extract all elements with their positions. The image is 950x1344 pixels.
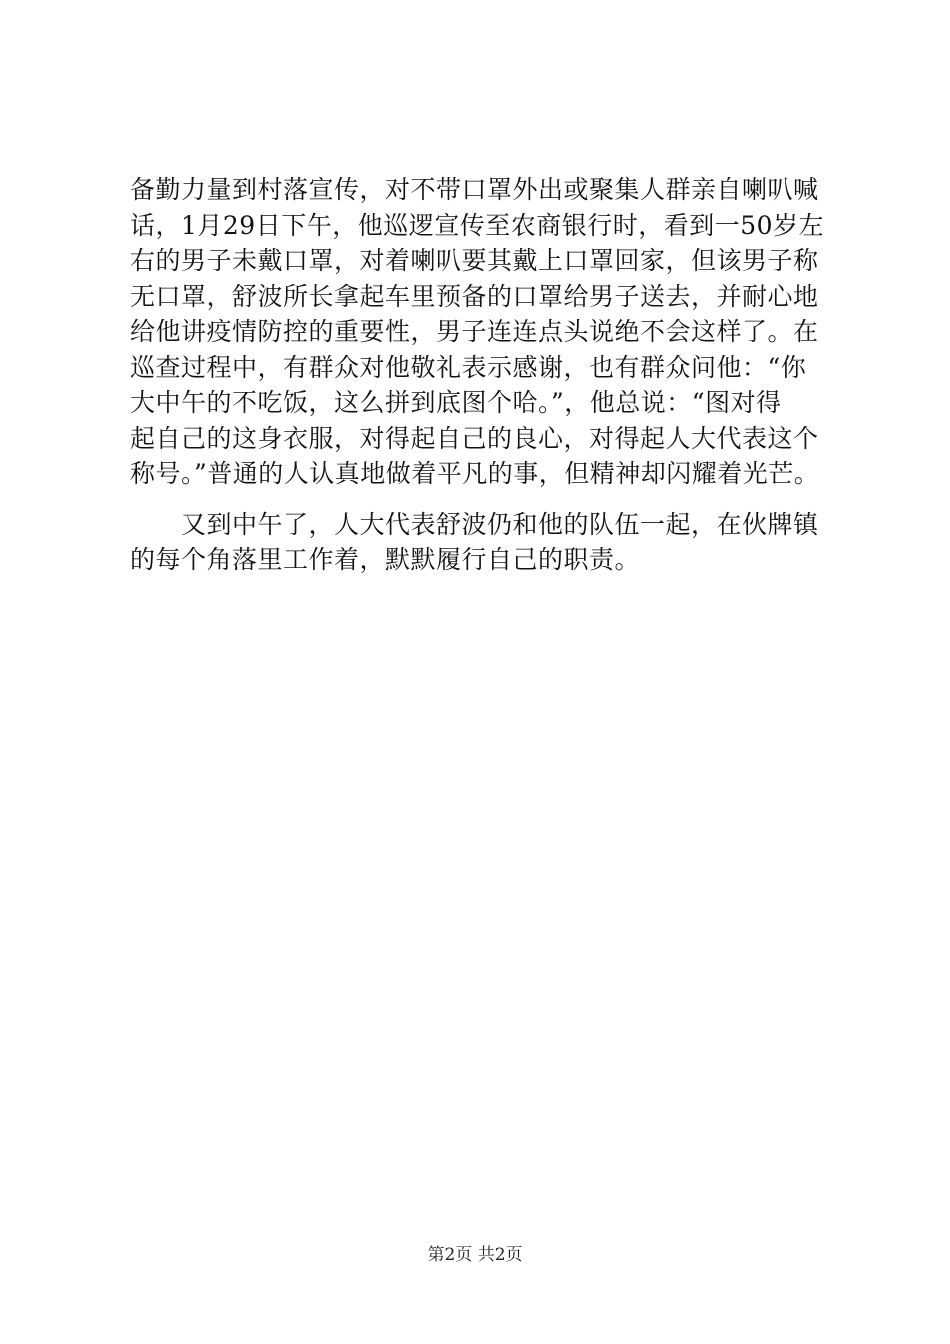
- text-line: 巡查过程中，有群众对他敬礼表示感谢，也有群众问他：“你: [130, 352, 807, 382]
- text-line: 起自己的这身衣服，对得起自己的良心，对得起人大代表这个: [130, 423, 819, 453]
- paragraph-1: [130, 172, 830, 492]
- page-number-footer: 第2页 共2页: [427, 1245, 523, 1265]
- paragraph-2: [130, 507, 830, 578]
- text-line: 大中午的不吃饭，这么拼到底图个哈。”，他总说：“图对得: [130, 388, 782, 417]
- paragraph-spacer: [130, 492, 830, 507]
- text-line: 右的男子未戴口罩，对着喇叭要其戴上口罩回家，但该男子称: [130, 246, 819, 275]
- text-line: 话，1月29日下午，他巡逻宣传至农商银行时，看到一50岁左: [130, 210, 825, 240]
- document-body: [130, 172, 830, 578]
- text-line: 称号。”普通的人认真地做着平凡的事，但精神却闪耀着光芒。: [130, 459, 820, 488]
- text-line: 给他讲疫情防控的重要性，男子连连点头说绝不会这样了。在: [130, 317, 819, 346]
- text-line: 的每个角落里工作着，默默履行自己的职责。: [130, 545, 641, 574]
- text-line: 又到中午了，人大代表舒波仍和他的队伍一起，在伙牌镇: [130, 509, 819, 539]
- text-line: 无口罩，舒波所长拿起车里预备的口罩给男子送去，并耐心地: [130, 281, 819, 311]
- text-line: 备勤力量到村落宣传，对不带口罩外出或聚集人群亲自喇叭喊: [130, 175, 819, 204]
